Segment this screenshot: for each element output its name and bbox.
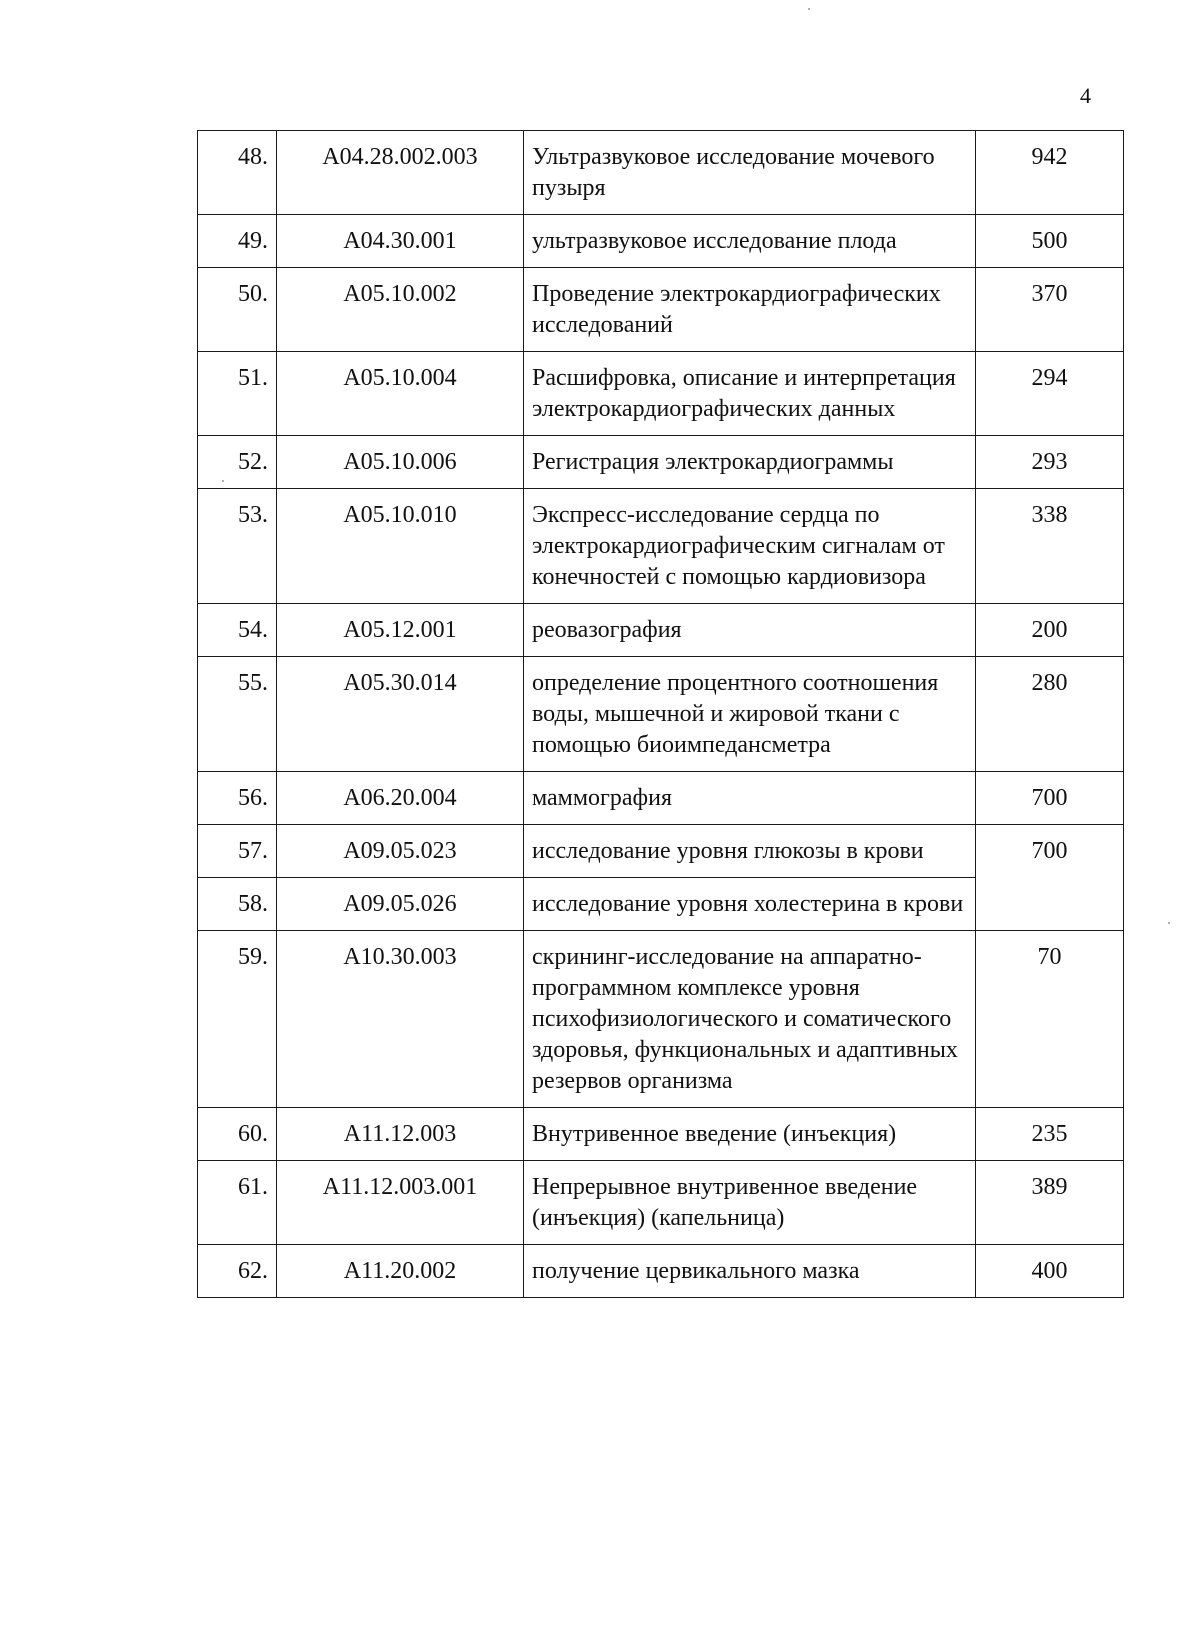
price-table: [197, 130, 1124, 1298]
service-price: 700: [976, 772, 1124, 825]
row-number: 48.: [198, 131, 277, 215]
row-number: 60.: [198, 1108, 277, 1161]
service-code: А11.12.003.001: [277, 1161, 524, 1245]
service-name: определение процентного соотношения воды, мышечной и жировой ткани с помощью биоимпедансметра: [524, 657, 976, 772]
service-name: исследование уровня холестерина в крови: [524, 878, 976, 931]
service-name: Проведение электрокардиографических исследований: [524, 268, 976, 352]
service-price: 280: [976, 657, 1124, 772]
row-number: 54.: [198, 604, 277, 657]
service-price: 370: [976, 268, 1124, 352]
row-number: 57.: [198, 825, 277, 878]
table-row: [198, 931, 1124, 1108]
service-price: 400: [976, 1245, 1124, 1298]
service-code: А05.10.002: [277, 268, 524, 352]
row-number: 55.: [198, 657, 277, 772]
service-price: 294: [976, 352, 1124, 436]
service-code: А04.30.001: [277, 215, 524, 268]
service-name: ультразвуковое исследование плода: [524, 215, 976, 268]
service-code: А06.20.004: [277, 772, 524, 825]
table-row: [198, 1108, 1124, 1161]
service-price: 293: [976, 436, 1124, 489]
row-number: 62.: [198, 1245, 277, 1298]
table-row: [198, 268, 1124, 352]
table-row: [198, 436, 1124, 489]
service-code: А05.10.004: [277, 352, 524, 436]
table-row: [198, 131, 1124, 215]
table-row: [198, 604, 1124, 657]
service-name: реовазография: [524, 604, 976, 657]
service-code: А05.12.001: [277, 604, 524, 657]
service-code: А10.30.003: [277, 931, 524, 1108]
table-row: [198, 772, 1124, 825]
row-number: 49.: [198, 215, 277, 268]
table-row: [198, 825, 1124, 878]
service-code: А11.12.003: [277, 1108, 524, 1161]
service-name: исследование уровня глюкозы в крови: [524, 825, 976, 878]
service-code: А09.05.023: [277, 825, 524, 878]
service-code: А05.30.014: [277, 657, 524, 772]
service-name: получение цервикального мазка: [524, 1245, 976, 1298]
service-name: Регистрация электрокардиограммы: [524, 436, 976, 489]
service-code: А05.10.010: [277, 489, 524, 604]
row-number: 59.: [198, 931, 277, 1108]
scan-speck: [1168, 922, 1170, 924]
service-price: 235: [976, 1108, 1124, 1161]
service-code: А11.20.002: [277, 1245, 524, 1298]
service-price: 70: [976, 931, 1124, 1108]
table-row: [198, 657, 1124, 772]
row-number: 53.: [198, 489, 277, 604]
service-code: А05.10.006: [277, 436, 524, 489]
table-row: [198, 215, 1124, 268]
service-price: 389: [976, 1161, 1124, 1245]
table-row: [198, 1161, 1124, 1245]
service-price: 500: [976, 215, 1124, 268]
table-row: [198, 489, 1124, 604]
row-number: 61.: [198, 1161, 277, 1245]
row-number: 58.: [198, 878, 277, 931]
service-name: Внутривенное введение (инъекция): [524, 1108, 976, 1161]
service-name: Непрерывное внутривенное введение (инъекция) (капельница): [524, 1161, 976, 1245]
row-number: 56.: [198, 772, 277, 825]
service-code: А09.05.026: [277, 878, 524, 931]
table-row: [198, 352, 1124, 436]
service-name: маммография: [524, 772, 976, 825]
page-number: 4: [1080, 83, 1091, 108]
service-code: А04.28.002.003: [277, 131, 524, 215]
service-price: 338: [976, 489, 1124, 604]
table-row: [198, 1245, 1124, 1298]
scan-speck: [808, 8, 810, 10]
service-name: Расшифровка, описание и интерпретация электрокардиографических данных: [524, 352, 976, 436]
service-price: 942: [976, 131, 1124, 215]
row-number: 50.: [198, 268, 277, 352]
service-name: Экспресс-исследование сердца по электрокардиографическим сигналам от конечностей с помощью кардиовизора: [524, 489, 976, 604]
service-name: скрининг-исследование на аппаратно-программном комплексе уровня психофизиологического и соматического здоровья, функциональных и адаптивных резервов организма: [524, 931, 976, 1108]
row-number: 51.: [198, 352, 277, 436]
service-name: Ультразвуковое исследование мочевого пузыря: [524, 131, 976, 215]
service-price: 700: [976, 825, 1124, 931]
row-number: 52.: [198, 436, 277, 489]
service-price: 200: [976, 604, 1124, 657]
